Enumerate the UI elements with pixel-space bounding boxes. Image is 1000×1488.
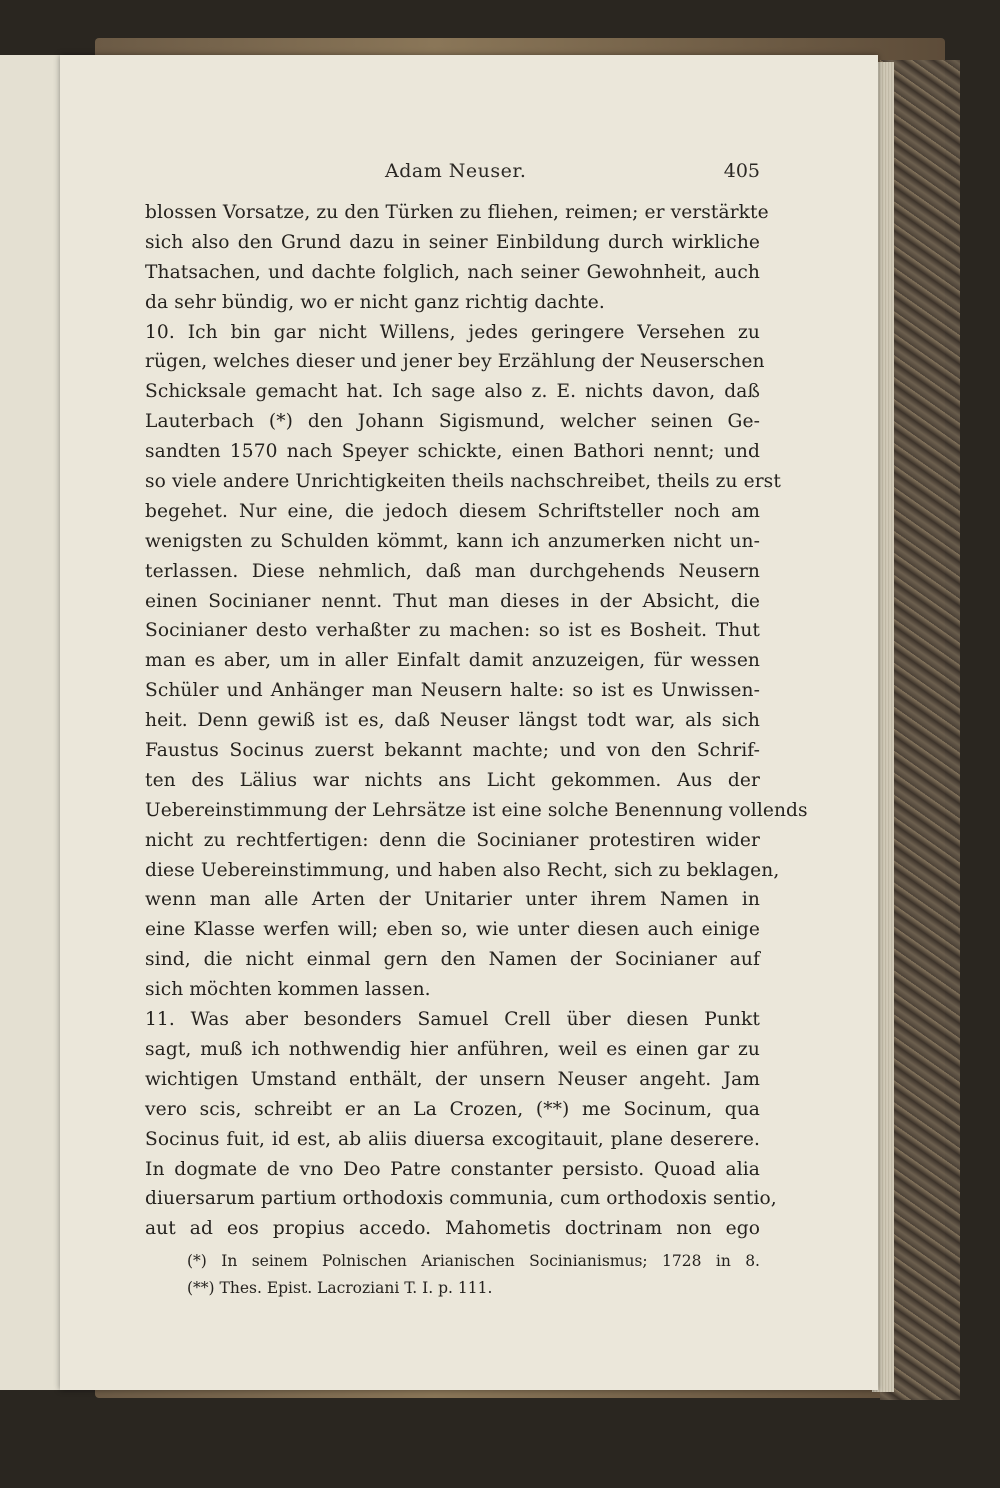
text-line: man es aber, um in aller Einfalt damit anzuzeigen, für wessen <box>145 650 760 672</box>
text-line: rügen, welches dieser und jener bey Erzählung der Neuserschen <box>145 351 765 373</box>
text-line: diuersarum partium orthodoxis communia, cum orthodoxis sentio, <box>145 1188 777 1210</box>
text-line: aut ad eos propius accedo. Mahometis doctrinam non ego <box>145 1218 760 1240</box>
page-number: 405 <box>723 160 760 182</box>
footnote: (**) Thes. Epist. Lacroziani T. I. p. 111. <box>187 1279 493 1297</box>
text-line: Uebereinstimmung der Lehrsätze ist eine solche Benennung vollends <box>145 799 808 821</box>
text-line: wenn man alle Arten der Unitarier unter ihrem Namen in <box>145 889 760 911</box>
text-line: Faustus Socinus zuerst bekannt machte; und von den Schrif- <box>145 740 760 762</box>
text-line: In dogmate de vno Deo Patre constanter persisto. Quoad alia <box>145 1158 760 1180</box>
text-line: Thatsachen, und dachte folglich, nach seiner Gewohnheit, auch <box>145 261 760 283</box>
text-line: Lauterbach (*) den Johann Sigismund, welcher seinen Ge- <box>145 411 760 433</box>
text-line: Socinus fuit, id est, ab aliis diuersa excogitauit, plane deserere. <box>145 1128 760 1150</box>
text-line: wichtigen Umstand enthält, der unsern Neuser angeht. Jam <box>145 1068 760 1090</box>
text-line: so viele andere Unrichtigkeiten theils nachschreibet, theils zu erst <box>145 471 781 493</box>
text-line: eine Klasse werfen will; eben so, wie unter diesen auch einige <box>145 919 760 941</box>
text-line: einen Socinianer nennt. Thut man dieses in der Absicht, die <box>145 590 760 612</box>
text-line: diese Uebereinstimmung, und haben also Recht, sich zu beklagen, <box>145 859 780 881</box>
text-line: 11. Was aber besonders Samuel Crell über diesen Punkt <box>145 1009 760 1031</box>
text-line: Schüler und Anhänger man Neusern halte: so ist es Unwissen- <box>145 680 760 702</box>
text-line: sich also den Grund dazu in seiner Einbildung durch wirkliche <box>145 231 760 253</box>
text-line: ten des Lälius war nichts ans Licht gekommen. Aus der <box>145 769 760 791</box>
text-line: da sehr bündig, wo er nicht ganz richtig dachte. <box>145 291 605 313</box>
text-line: heit. Denn gewiß ist es, daß Neuser längst todt war, als sich <box>145 710 760 732</box>
body-text <box>145 198 808 1244</box>
text-line: sind, die nicht einmal gern den Namen der Socinianer auf <box>145 949 760 971</box>
text-line: sandten 1570 nach Speyer schickte, einen Bathori nennt; und <box>145 441 760 463</box>
text-line: Socinianer desto verhaßter zu machen: so ist es Bosheit. Thut <box>145 620 760 642</box>
text-line: wenigsten zu Schulden kömmt, kann ich anzumerken nicht un- <box>145 530 760 552</box>
text-line: vero scis, schreibt er an La Crozen, (**) me Socinum, qua <box>145 1098 760 1120</box>
text-line: blossen Vorsatze, zu den Türken zu fliehen, reimen; er verstärkte <box>145 202 769 223</box>
text-line: Schicksale gemacht hat. Ich sage also z. E. nichts davon, daß <box>145 381 760 403</box>
text-line: 10. Ich bin gar nicht Willens, jedes geringere Versehen zu <box>145 321 760 343</box>
text-line: begehet. Nur eine, die jedoch diesem Schriftsteller noch am <box>145 500 760 522</box>
page-header <box>145 160 765 190</box>
footnote: (*) In seinem Polnischen Arianischen Socinianismus; 1728 in 8. <box>187 1252 760 1270</box>
running-head: Adam Neuser. <box>385 160 527 182</box>
text-line: sich möchten kommen lassen. <box>145 979 431 1001</box>
footnotes <box>145 1248 760 1302</box>
text-line: nicht zu rechtfertigen: denn die Socinianer protestiren wider <box>145 829 760 851</box>
text-line: sagt, muß ich nothwendig hier anführen, weil es einen gar zu <box>145 1038 760 1060</box>
text-line: terlassen. Diese nehmlich, daß man durchgehends Neusern <box>145 560 760 582</box>
facing-page-edge <box>0 55 61 1390</box>
